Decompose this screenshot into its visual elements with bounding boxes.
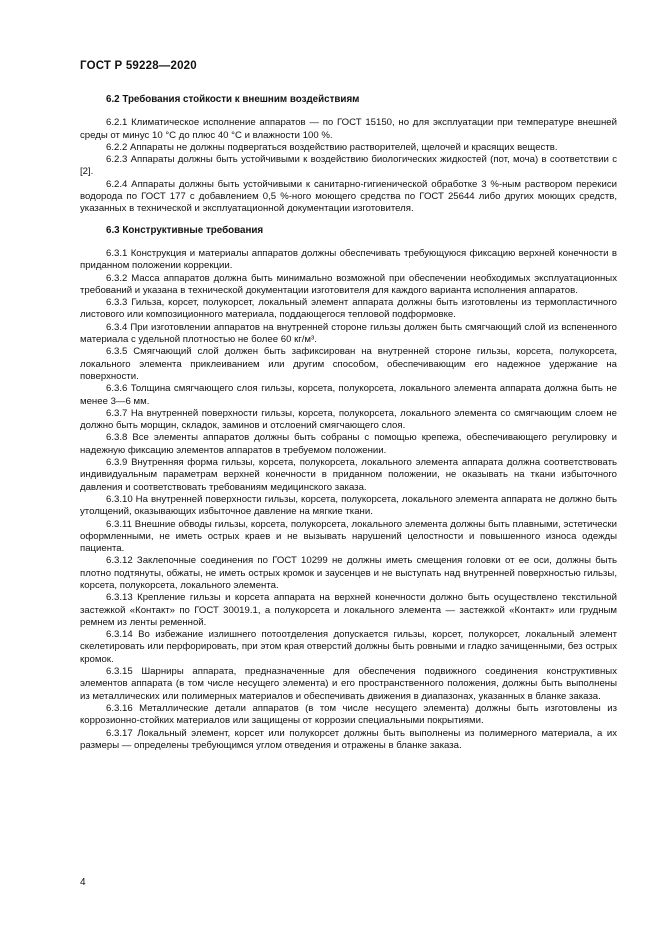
paragraph-6-3-3: 6.3.3 Гильза, корсет, полукорсет, локальный элемент аппарата должны быть изготовлены из термопластичного листового или композиционного материала, поддающегося тепловой подформовке.: [80, 297, 617, 321]
page-number: 4: [80, 877, 86, 888]
paragraph-6-2-3: 6.2.3 Аппараты должны быть устойчивыми к воздействию биологических жидкостей (пот, моча) в соответствии с [2].: [80, 154, 617, 178]
paragraph-6-3-4: 6.3.4 При изготовлении аппаратов на внутренней стороне гильзы должен быть смягчающий слой из вспененного материала с удельной плотностью не более 60 кг/м³.: [80, 321, 617, 346]
document-header: ГОСТ Р 59228—2020: [80, 60, 197, 72]
page-content: [80, 94, 617, 752]
paragraph-6-2-2: 6.2.2 Аппараты не должны подвергаться воздействию растворителей, щелочей и красящих веществ.: [106, 141, 558, 153]
paragraph-6-3-7: 6.3.7 На внутренней поверхности гильзы, корсета, полукорсета, локального элемента со смягчающим слоем не должно быть морщин, складок, заминов и отслоений смягчающего слоя.: [80, 407, 617, 432]
paragraph-6-3-17: 6.3.17 Локальный элемент, корсет или полукорсет должны быть выполнены из полимерного материала, а их размеры — определены требующимся углом отведения и отражены в бланке заказа.: [80, 727, 617, 751]
paragraph-6-3-2: 6.3.2 Масса аппаратов должна быть минимально возможной при обеспечении необходимых эксплуатационных требований и указана в технической документации изготовителя для каждого варианта исполнения аппаратов.: [80, 272, 617, 296]
paragraph-6-3-1: 6.3.1 Конструкция и материалы аппаратов должны обеспечивать требующуюся фиксацию верхней конечности в приданном положении коррекции.: [80, 247, 617, 272]
section-title-6-2: 6.2 Требования стойкости к внешним воздействиям: [106, 94, 360, 105]
paragraph-6-3-8: 6.3.8 Все элементы аппаратов должны быть собраны с помощью крепежа, обеспечивающего регулировку и надежную фиксацию элементов аппаратов в требуемом положении.: [80, 432, 617, 456]
paragraph-6-3-9: 6.3.9 Внутренняя форма гильзы, корсета, полукорсета, локального элемента аппарата должна соответствовать индивидуальным параметрам верхней конечности в приданном положении, не оказывать на ткани избыточного давления и соответствовать требованиям медицинского заказа.: [80, 457, 617, 493]
paragraph-6-2-4: 6.2.4 Аппараты должны быть устойчивыми к санитарно-гигиенической обработке 3 %-ным раствором перекиси водорода по ГОСТ 177 с добавлением 0,5 %-ного моющего средства по ГОСТ 25644 либо других моющих средств, указанных в технической и эксплуатационной документации изготовителя.: [80, 178, 617, 215]
paragraph-6-3-6: 6.3.6 Толщина смягчающего слоя гильзы, корсета, полукорсета, локального элемента аппарата должна быть не менее 3—6 мм.: [80, 383, 617, 407]
paragraph-6-3-10: 6.3.10 На внутренней поверхности гильзы, корсета, полукорсета, локального элемента аппарата не должно быть утолщений, оказывающих избыточное давление на мягкие ткани.: [80, 493, 617, 518]
paragraph-6-3-11: 6.3.11 Внешние обводы гильзы, корсета, полукорсета, локального элемента должны быть плавными, эстетически оформленными, не иметь острых краев и не вызывать нарушений целостности и повышенного износа одежды пациента.: [80, 518, 617, 555]
paragraph-6-3-16: 6.3.16 Металлические детали аппаратов (в том числе несущего элемента) должны быть изготовлены из коррозионно-стойких материалов или защищены от коррозии специальными покрытиями.: [80, 702, 617, 727]
paragraph-6-3-5: 6.3.5 Смягчающий слой должен быть зафиксирован на внутренней стороне гильзы, корсета, полукорсета, локального элемента приклеиванием или другим способом, обеспечивающим его надежное удержание на поверхности.: [80, 346, 617, 382]
paragraph-6-2-1: 6.2.1 Климатическое исполнение аппаратов — по ГОСТ 15150, но для эксплуатации при температуре внешней среды от минус 10 °С до плюс 40 °С и влажности 100 %.: [80, 117, 617, 141]
paragraph-6-3-15: 6.3.15 Шарниры аппарата, предназначенные для обеспечения подвижного соединения конструктивных элементов аппарата (в том числе несущего элемента) и его пространственного положения, должны быть выполнены из металлических или полимерных материалов и обеспечивать движения в диапазонах, указанных в бланке заказа.: [80, 666, 617, 702]
paragraph-6-3-13: 6.3.13 Крепление гильзы и корсета аппарата на верхней конечности должно быть осуществлено текстильной застежкой «Контакт» по ГОСТ 30019.1, а полукорсета и локального элемента — застежкой «Контакт» или грудным ремнем из ленты ременной.: [80, 592, 617, 628]
paragraph-6-3-14: 6.3.14 Во избежание излишнего потоотделения допускается гильзы, корсет, полукорсет, локальный элемент скелетировать или перфорировать, при этом края отверстий должны быть ровными и гладко зачищенными, без острых кромок.: [80, 629, 617, 665]
paragraph-6-3-12: 6.3.12 Заклепочные соединения по ГОСТ 10299 не должны иметь смещения головки от ее оси, должны быть плотно подтянуты, обжаты, не иметь острых кромок и заусенцев и не выступать над внутренней поверхностью гильзы, корсета, полукорсета, локального элемента.: [80, 555, 617, 591]
section-title-6-3: 6.3 Конструктивные требования: [106, 224, 264, 236]
